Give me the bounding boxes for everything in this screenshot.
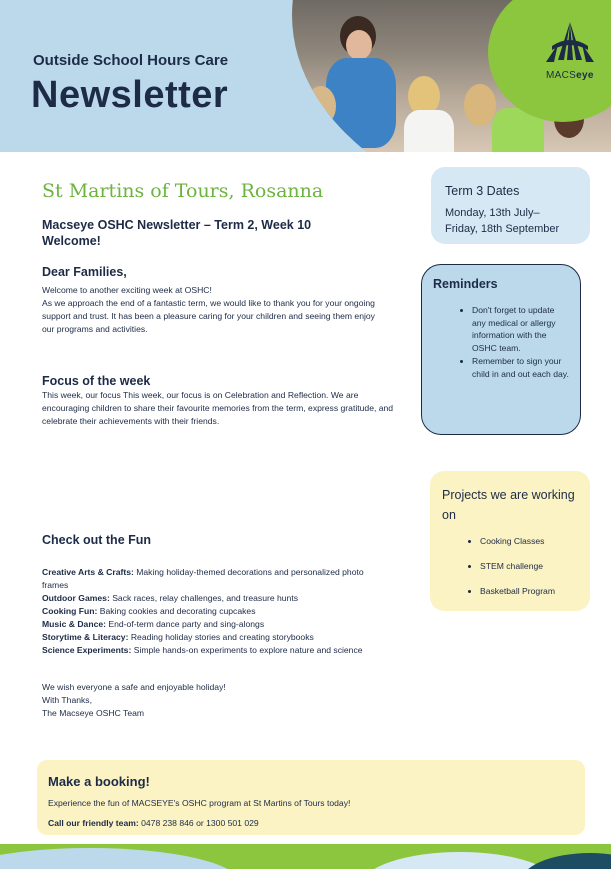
- list-item: • Cooking Classes: [480, 536, 580, 546]
- logo-wordmark: MACSeye: [546, 70, 594, 81]
- list-item: Storytime & Literacy: Reading holiday stories and creating storybooks: [42, 632, 314, 642]
- families-paragraph-2: As we approach the end of a fantastic term, we would like to thank you for your ongoing support and trust. It has been a pleasure caring for your children and seeing them enjoy our programs and activities.: [42, 298, 375, 334]
- fun-heading: Check out the Fun: [42, 533, 152, 547]
- booking-title: Make a booking!: [48, 774, 150, 789]
- booking-box: [37, 760, 585, 835]
- header-subtitle: Outside School Hours Care: [33, 52, 229, 69]
- focus-text: This week, our focus This week, our focus is on Celebration and Reflection. We are encouraging children to share their favourite memories from the term, express gratitude, and celebrate their achievements with their friends.: [42, 390, 394, 426]
- reminders-list: [433, 304, 570, 380]
- term-dates-box: [431, 167, 590, 244]
- booking-contact: Call our friendly team: 0478 238 846 or 1300 501 029: [48, 818, 259, 828]
- list-item: Creative Arts & Crafts: Making holiday-themed decorations and personalized photo frames: [42, 567, 364, 590]
- list-item: • Basketball Program: [480, 586, 580, 596]
- projects-list: [442, 536, 580, 596]
- term-dates-line: Friday, 18th September: [445, 223, 560, 235]
- header-title: Newsletter: [31, 74, 229, 116]
- reminders-title: Reminders: [433, 277, 498, 291]
- focus-heading: Focus of the week: [42, 374, 151, 388]
- term-dates-title: Term 3 Dates: [445, 184, 520, 198]
- list-item: Outdoor Games: Sack races, relay challenges, and treasure hunts: [42, 593, 299, 603]
- list-item: Cooking Fun: Baking cookies and decorating cupcakes: [42, 606, 256, 616]
- families-text: [42, 284, 387, 336]
- projects-title: Projects we are working on: [442, 488, 575, 522]
- signoff-line: We wish everyone a safe and enjoyable holiday!: [42, 682, 226, 692]
- list-item: • Don't forget to update any medical or allergy information with the OSHC team.: [472, 304, 570, 354]
- families-heading: Dear Families,: [42, 265, 127, 279]
- welcome-line: Welcome!: [42, 234, 101, 248]
- term-dates-line: Monday, 13th July–: [445, 207, 540, 219]
- signoff: [42, 681, 226, 720]
- list-item: Music & Dance: End-of-term dance party and sing-alongs: [42, 619, 265, 629]
- newsletter-line: Macseye OSHC Newsletter – Term 2, Week 10: [42, 218, 312, 232]
- list-item: Science Experiments: Simple hands-on experiments to explore nature and science: [42, 645, 363, 655]
- term-dates-value: [445, 205, 577, 237]
- signoff-line: The Macseye OSHC Team: [42, 708, 145, 718]
- families-paragraph-1: Welcome to another exciting week at OSHC!: [42, 285, 212, 295]
- list-item: • Remember to sign your child in and out each day.: [472, 355, 570, 380]
- list-item: • STEM challenge: [480, 561, 580, 571]
- school-name: St Martins of Tours, Rosanna: [42, 180, 324, 202]
- header-banner: [0, 0, 611, 152]
- booking-description: Experience the fun of MACSEYE's OSHC program at St Martins of Tours today!: [48, 798, 351, 808]
- fun-list: [42, 566, 382, 657]
- projects-box: [430, 471, 590, 611]
- reminders-box: [421, 264, 581, 435]
- signoff-line: With Thanks,: [42, 695, 92, 705]
